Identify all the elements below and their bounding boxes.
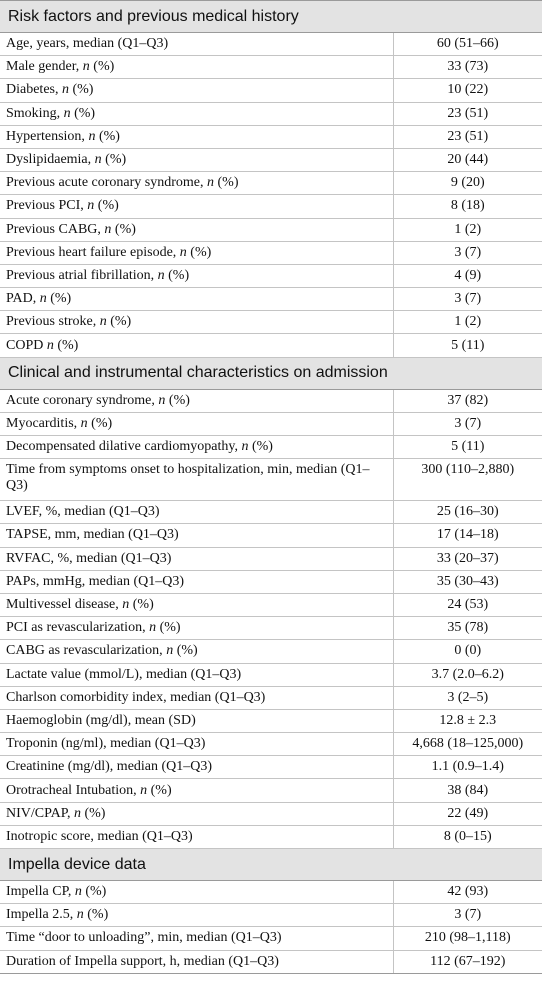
row-label (0, 33, 393, 56)
table-row (0, 663, 542, 686)
row-label (0, 779, 393, 802)
row-label-suffix: (%) (68, 82, 94, 98)
row-label (0, 412, 393, 435)
row-label-suffix: (%) (46, 291, 72, 307)
n-symbol: n (166, 643, 174, 659)
row-value: 3.7 (2.0–6.2) (393, 663, 542, 686)
n-symbol: n (76, 907, 84, 923)
row-value: 5 (11) (393, 334, 542, 357)
row-label-suffix: (%) (156, 620, 181, 636)
row-label-text: COPD (6, 337, 47, 353)
row-label-suffix: (%) (173, 643, 198, 659)
n-symbol: n (61, 82, 69, 98)
row-label-text: Decompensated dilative cardiomyopathy, (6, 439, 242, 455)
row-label-text: Diabetes, (6, 82, 62, 98)
row-label (0, 802, 393, 825)
row-label-suffix: (%) (129, 597, 154, 613)
table-row (0, 501, 542, 524)
row-label (0, 663, 393, 686)
table-row (0, 172, 542, 195)
n-symbol: n (179, 244, 187, 260)
row-value: 20 (44) (393, 148, 542, 171)
row-label-text: Age, years, median (Q1–Q3) (6, 36, 169, 52)
row-value: 3 (7) (393, 412, 542, 435)
row-label-text: Male gender, (6, 59, 83, 75)
table-row (0, 640, 542, 663)
row-value: 1 (2) (393, 218, 542, 241)
row-label (0, 389, 393, 412)
row-label (0, 640, 393, 663)
table-row (0, 389, 542, 412)
row-label-text: Orotracheal Intubation, (6, 782, 141, 798)
n-symbol: n (82, 59, 90, 75)
row-value: 10 (22) (393, 79, 542, 102)
row-value: 60 (51–66) (393, 33, 542, 56)
row-value: 3 (7) (393, 904, 542, 927)
row-value: 3 (2–5) (393, 686, 542, 709)
n-symbol: n (46, 337, 54, 353)
row-label-text: Haemoglobin (mg/dl), mean (SD) (6, 712, 196, 728)
table-row (0, 570, 542, 593)
table-row (0, 756, 542, 779)
table-row (0, 524, 542, 547)
row-label-suffix: (%) (101, 152, 127, 168)
row-value: 3 (7) (393, 288, 542, 311)
n-symbol: n (80, 415, 88, 431)
row-value: 37 (82) (393, 389, 542, 412)
row-value: 9 (20) (393, 172, 542, 195)
section-title: Impella device data (0, 849, 542, 881)
row-value: 112 (67–192) (393, 950, 542, 973)
row-label-suffix: (%) (186, 244, 212, 260)
row-value: 300 (110–2,880) (393, 459, 542, 501)
row-label (0, 756, 393, 779)
row-label (0, 264, 393, 287)
row-label (0, 501, 393, 524)
table-row (0, 686, 542, 709)
table-row (0, 825, 542, 848)
row-value: 12.8 ± 2.3 (393, 709, 542, 732)
row-label-text: RVFAC, %, median (Q1–Q3) (6, 550, 172, 566)
n-symbol: n (140, 782, 148, 798)
n-symbol: n (88, 128, 96, 144)
n-symbol: n (87, 198, 95, 214)
row-label-text: PAD, (6, 291, 40, 307)
table-row (0, 779, 542, 802)
row-label (0, 524, 393, 547)
row-value: 210 (98–1,118) (393, 927, 542, 950)
row-label-suffix: (%) (80, 805, 106, 821)
table-row (0, 802, 542, 825)
row-value: 17 (14–18) (393, 524, 542, 547)
row-value: 23 (51) (393, 102, 542, 125)
row-label (0, 56, 393, 79)
row-label (0, 334, 393, 357)
n-symbol: n (241, 439, 249, 455)
table-body (0, 1, 542, 974)
row-label-text: Previous heart failure episode, (6, 244, 180, 260)
row-label-text: PCI as revascularization, (6, 620, 150, 636)
row-label-suffix: (%) (87, 415, 113, 431)
section-header (0, 849, 542, 881)
row-value: 22 (49) (393, 802, 542, 825)
row-label-text: TAPSE, mm, median (Q1–Q3) (6, 527, 179, 543)
row-label-text: Acute coronary syndrome, (6, 392, 159, 408)
row-label-text: Multivessel disease, (6, 597, 123, 613)
table-row (0, 733, 542, 756)
row-label-text: Creatinine (mg/dl), median (Q1–Q3) (6, 759, 213, 775)
row-label (0, 927, 393, 950)
table-row (0, 334, 542, 357)
row-label (0, 570, 393, 593)
row-label (0, 593, 393, 616)
row-label-suffix: (%) (83, 907, 109, 923)
row-value: 1.1 (0.9–1.4) (393, 756, 542, 779)
row-label-text: Dyslipidaemia, (6, 152, 95, 168)
section-title: Clinical and instrumental characteristics on admission (0, 357, 542, 389)
row-value: 4,668 (18–125,000) (393, 733, 542, 756)
row-label-text: NIV/CPAP, (6, 805, 74, 821)
row-label-suffix: (%) (53, 337, 79, 353)
row-label-suffix: (%) (94, 198, 119, 214)
n-symbol: n (74, 884, 82, 900)
row-label-text: Time “door to unloading”, min, median (Q1–Q3) (6, 930, 282, 946)
row-label-text: Lactate value (mmol/L), median (Q1–Q3) (6, 666, 242, 682)
row-label (0, 172, 393, 195)
row-label-suffix: (%) (248, 439, 273, 455)
row-label-suffix: (%) (70, 105, 96, 121)
row-label-text: Previous acute coronary syndrome, (6, 175, 207, 191)
n-symbol: n (149, 620, 157, 636)
row-value: 8 (18) (393, 195, 542, 218)
table-row (0, 904, 542, 927)
table-row (0, 79, 542, 102)
row-label-text: Previous stroke, (6, 314, 100, 330)
table-row (0, 311, 542, 334)
n-symbol: n (73, 805, 81, 821)
row-label-text: Smoking, (6, 105, 64, 121)
table-row (0, 436, 542, 459)
section-header (0, 1, 542, 33)
row-label-suffix: (%) (81, 884, 107, 900)
row-value: 0 (0) (393, 640, 542, 663)
row-label-suffix: (%) (147, 782, 172, 798)
table-row (0, 102, 542, 125)
row-label-text: CABG as revascularization, (6, 643, 167, 659)
row-label-text: Impella CP, (6, 884, 75, 900)
row-label-suffix: (%) (111, 221, 136, 237)
row-label-text: LVEF, %, median (Q1–Q3) (6, 504, 160, 520)
row-label-text: Duration of Impella support, h, median (Q1–Q3) (6, 953, 279, 969)
row-label (0, 547, 393, 570)
table-row (0, 617, 542, 640)
table-row (0, 459, 542, 501)
n-symbol: n (158, 392, 166, 408)
n-symbol: n (104, 221, 112, 237)
row-label (0, 904, 393, 927)
row-label-text: Inotropic score, median (Q1–Q3) (6, 828, 193, 844)
table-row (0, 950, 542, 973)
table-row (0, 195, 542, 218)
table-row (0, 241, 542, 264)
row-label (0, 241, 393, 264)
row-label (0, 218, 393, 241)
table-row (0, 709, 542, 732)
row-label-suffix: (%) (95, 128, 120, 144)
row-value: 5 (11) (393, 436, 542, 459)
row-label (0, 617, 393, 640)
section-title: Risk factors and previous medical history (0, 1, 542, 33)
table-row (0, 547, 542, 570)
row-label-suffix: (%) (164, 267, 190, 283)
row-label (0, 148, 393, 171)
table-row (0, 288, 542, 311)
row-value: 33 (73) (393, 56, 542, 79)
table-row (0, 264, 542, 287)
row-value: 23 (51) (393, 125, 542, 148)
row-label (0, 950, 393, 973)
row-label-text: Troponin (ng/ml), median (Q1–Q3) (6, 736, 206, 752)
table-row (0, 927, 542, 950)
n-symbol: n (94, 152, 102, 168)
row-value: 1 (2) (393, 311, 542, 334)
row-label (0, 311, 393, 334)
table-row (0, 148, 542, 171)
table-row (0, 56, 542, 79)
table-row (0, 125, 542, 148)
n-symbol: n (122, 597, 130, 613)
table-row (0, 881, 542, 904)
row-label-text: Charlson comorbidity index, median (Q1–Q3) (6, 689, 266, 705)
row-value: 33 (20–37) (393, 547, 542, 570)
n-symbol: n (39, 291, 47, 307)
row-value: 35 (78) (393, 617, 542, 640)
row-label (0, 195, 393, 218)
table-row (0, 412, 542, 435)
row-label (0, 79, 393, 102)
row-label-suffix: (%) (89, 59, 115, 75)
row-label (0, 459, 393, 501)
row-value: 25 (16–30) (393, 501, 542, 524)
row-value: 3 (7) (393, 241, 542, 264)
table-row (0, 33, 542, 56)
row-label-text: Hypertension, (6, 128, 89, 144)
n-symbol: n (207, 175, 214, 191)
row-label-text: Time from symptoms onset to hospitalization, min, median (Q1–Q3) (6, 462, 370, 494)
section-header (0, 357, 542, 389)
row-label-suffix: (%) (165, 392, 190, 408)
row-label (0, 125, 393, 148)
row-label-text: Myocarditis, (6, 415, 81, 431)
row-label-suffix: (%) (106, 314, 132, 330)
row-value: 24 (53) (393, 593, 542, 616)
row-label (0, 881, 393, 904)
row-value: 42 (93) (393, 881, 542, 904)
row-label-text: PAPs, mmHg, median (Q1–Q3) (6, 573, 184, 589)
row-value: 4 (9) (393, 264, 542, 287)
row-label (0, 288, 393, 311)
row-label (0, 709, 393, 732)
row-label-text: Previous atrial fibrillation, (6, 267, 158, 283)
n-symbol: n (99, 314, 107, 330)
row-label-text: Previous CABG, (6, 221, 105, 237)
n-symbol: n (157, 267, 165, 283)
row-label-text: Previous PCI, (6, 198, 88, 214)
row-value: 8 (0–15) (393, 825, 542, 848)
row-value: 35 (30–43) (393, 570, 542, 593)
row-value: 38 (84) (393, 779, 542, 802)
row-label-suffix: (%) (214, 175, 239, 191)
row-label (0, 825, 393, 848)
table-row (0, 593, 542, 616)
row-label-text: Impella 2.5, (6, 907, 77, 923)
row-label (0, 733, 393, 756)
n-symbol: n (63, 105, 71, 121)
table-row (0, 218, 542, 241)
row-label (0, 436, 393, 459)
row-label (0, 686, 393, 709)
row-label (0, 102, 393, 125)
